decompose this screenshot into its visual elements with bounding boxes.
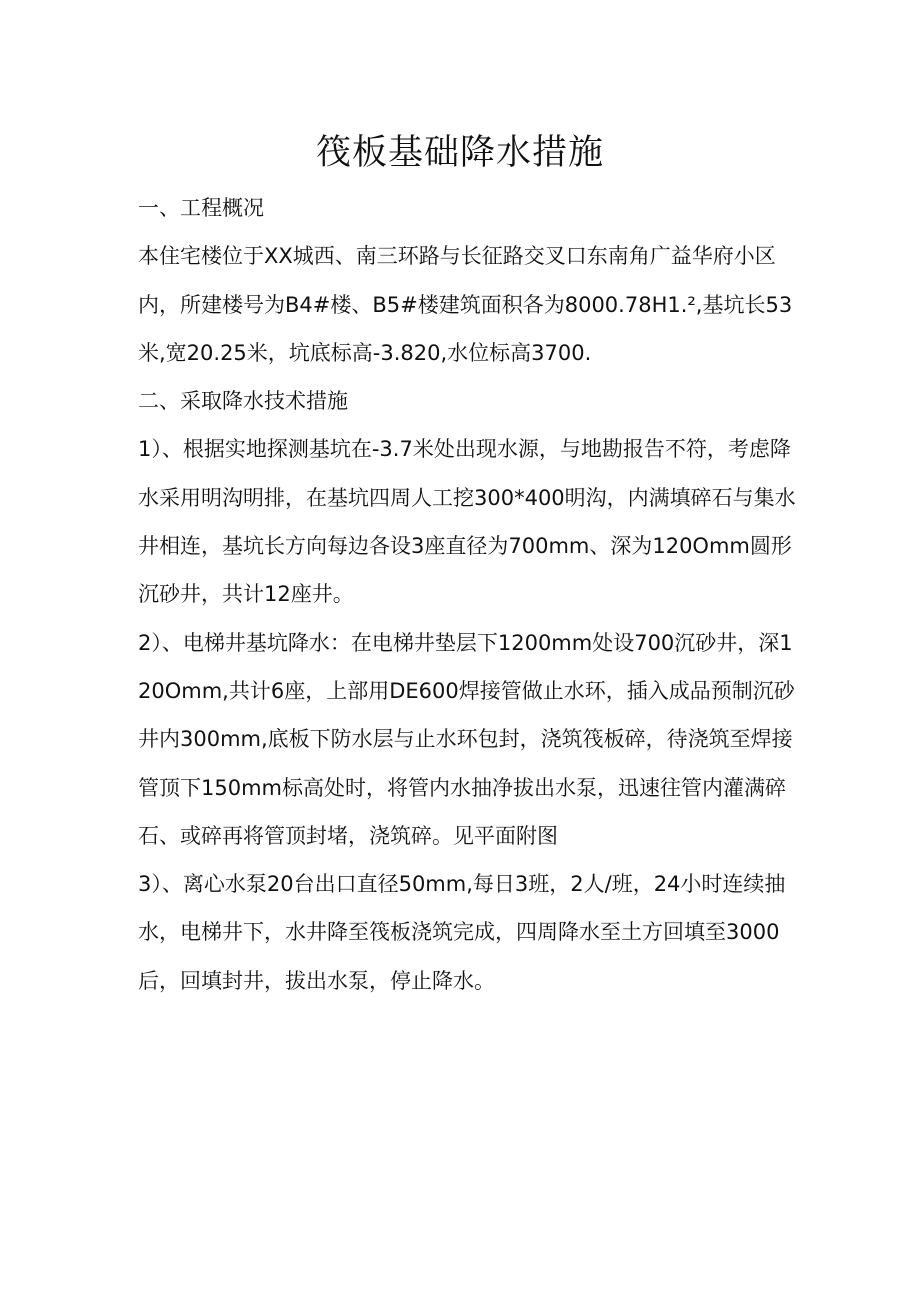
section-1-text: 本住宅楼位于XX城西、南三环路与长征路交叉口东南角广益华府小区内，所建楼号为B4#楼、B5#楼建筑面积各为8000.78H1.²,基坑长53米,宽20.25米，坑底标高-3.820,水位标高3700. bbox=[138, 244, 793, 365]
document-title: 筏板基础降水措施 bbox=[315, 133, 604, 173]
section-2-heading: 二、采取降水技术措施 bbox=[138, 389, 348, 414]
measure-item-2: 2）、电梯井基坑降水：在电梯井垫层下1200mm处设700沉砂井，深120Omm,共计6座，上部用DE600焊接管做止水环，插入成品预制沉砂井内300mm,底板下防水层与止水环包封，浇筑筏板碎，待浇筑至焊接管顶下150mm标高处时，将管内水抽净拔出水泵，迅速往管内灌满碎石、或碎再将管顶封堵，浇筑碎。见平面附图 bbox=[138, 630, 795, 848]
document-body bbox=[138, 184, 798, 1005]
measure-item-3: 3）、离心水泵20台出口直径50mm,每日3班，2人/班，24小时连续抽水，电梯井下，水井降至筏板浇筑完成，四周降水至土方回填至3000后，回填封井，拔出水泵，停止降水。 bbox=[138, 872, 786, 993]
section-1-heading: 一、工程概况 bbox=[138, 196, 264, 220]
measure-item-1: 1）、根据实地探测基坑在-3.7米处出现水源，与地勘报告不符，考虑降水采用明沟明排，在基坑四周人工挖300*400明沟，内满填碎石与集水井相连，基坑长方向每边各设3座直径为700mm、深为120Omm圆形沉砂井，共计12座井。 bbox=[138, 437, 796, 607]
